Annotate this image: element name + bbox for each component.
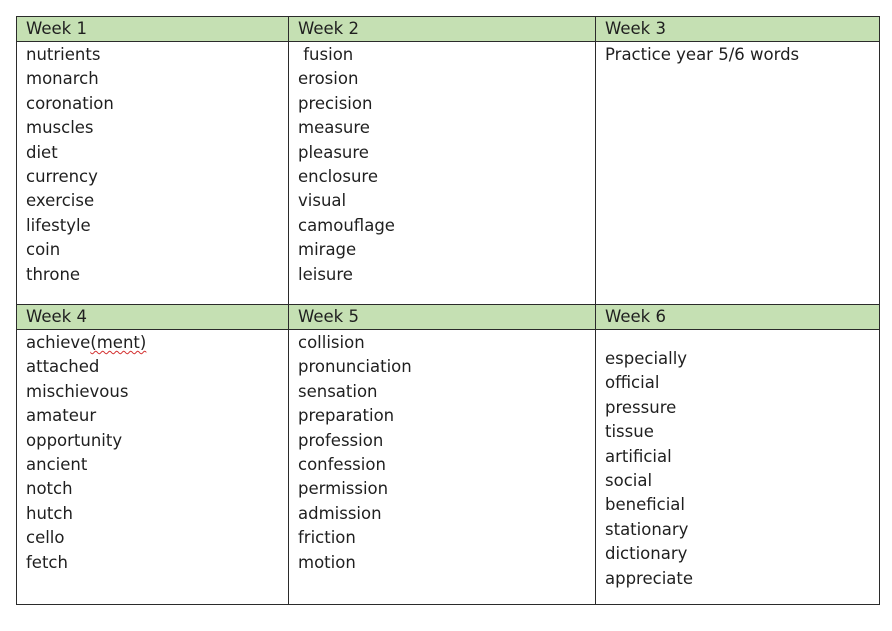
week-6-header: Week 6 bbox=[596, 305, 880, 330]
body-row-1 bbox=[17, 42, 880, 305]
word-item: tissue bbox=[605, 422, 654, 442]
word-item: especially bbox=[605, 349, 688, 368]
word-item: preparation bbox=[298, 406, 395, 426]
word-item: nutrients bbox=[26, 45, 101, 64]
week-4-header: Week 4 bbox=[17, 305, 289, 330]
word-item: artificial bbox=[605, 446, 672, 466]
week-6-cell bbox=[596, 330, 880, 605]
week-3-note: Practice year 5/6 words bbox=[605, 45, 800, 64]
word-item: friction bbox=[298, 528, 356, 548]
word-item: cello bbox=[26, 528, 65, 548]
word-item: confession bbox=[298, 454, 386, 474]
word-item: dictionary bbox=[605, 544, 688, 564]
word-suffix-spellcheck: (ment) bbox=[90, 333, 147, 352]
word-item: throne bbox=[26, 264, 81, 284]
body-row-2 bbox=[17, 330, 880, 605]
word-item: stationary bbox=[605, 519, 689, 539]
week-5-cell bbox=[289, 330, 596, 605]
week-4-word-list bbox=[26, 330, 279, 575]
week-5-word-list bbox=[298, 330, 586, 575]
word-item: coronation bbox=[26, 93, 114, 113]
word-item: sensation bbox=[298, 381, 378, 401]
week-2-cell bbox=[289, 42, 596, 305]
word-item: pronunciation bbox=[298, 357, 412, 377]
week-1-header: Week 1 bbox=[17, 17, 289, 42]
word-item: erosion bbox=[298, 69, 359, 89]
week-1-word-list bbox=[26, 42, 279, 287]
word-item: fetch bbox=[26, 552, 68, 572]
spelling-table bbox=[16, 16, 880, 605]
header-row-2 bbox=[17, 305, 880, 330]
week-4-cell bbox=[17, 330, 289, 605]
word-item: notch bbox=[26, 479, 73, 499]
word-item: collision bbox=[298, 333, 365, 352]
word-item: pressure bbox=[605, 397, 677, 417]
word-item: camouflage bbox=[298, 215, 395, 235]
word-item: leisure bbox=[298, 264, 353, 284]
week-5-header: Week 5 bbox=[289, 305, 596, 330]
word-item: profession bbox=[298, 430, 384, 450]
word-item: currency bbox=[26, 166, 98, 186]
word-item: ancient bbox=[26, 454, 88, 474]
word-item: precision bbox=[298, 93, 373, 113]
word-item: monarch bbox=[26, 69, 99, 89]
week-3-header: Week 3 bbox=[596, 17, 880, 42]
word-item: mirage bbox=[298, 240, 357, 260]
word-item: exercise bbox=[26, 191, 95, 211]
word-item: measure bbox=[298, 118, 370, 138]
word-item: diet bbox=[26, 142, 58, 162]
week-3-cell bbox=[596, 42, 880, 305]
word-item: visual bbox=[298, 191, 347, 211]
word-item: pleasure bbox=[298, 142, 369, 162]
word-item: lifestyle bbox=[26, 215, 91, 235]
word-item: hutch bbox=[26, 503, 73, 523]
word-item: fusion bbox=[298, 45, 354, 64]
word-item: permission bbox=[298, 479, 389, 499]
word-item: official bbox=[605, 373, 660, 393]
word-item bbox=[26, 331, 279, 355]
word-item: social bbox=[605, 470, 653, 490]
week-2-header: Week 2 bbox=[289, 17, 596, 42]
week-1-cell bbox=[17, 42, 289, 305]
week-6-word-list bbox=[605, 330, 870, 591]
word-item: enclosure bbox=[298, 166, 378, 186]
word-item: mischievous bbox=[26, 381, 129, 401]
word-item: admission bbox=[298, 503, 382, 523]
header-row-1 bbox=[17, 17, 880, 42]
week-2-word-list bbox=[298, 42, 586, 287]
word-item: muscles bbox=[26, 118, 94, 138]
word-base: achieve bbox=[26, 333, 91, 352]
word-item: motion bbox=[298, 552, 356, 572]
word-item: coin bbox=[26, 240, 61, 260]
word-item: attached bbox=[26, 357, 100, 377]
word-item: beneficial bbox=[605, 495, 685, 515]
word-item: opportunity bbox=[26, 430, 123, 450]
word-item: amateur bbox=[26, 406, 97, 426]
word-item: appreciate bbox=[605, 568, 694, 588]
